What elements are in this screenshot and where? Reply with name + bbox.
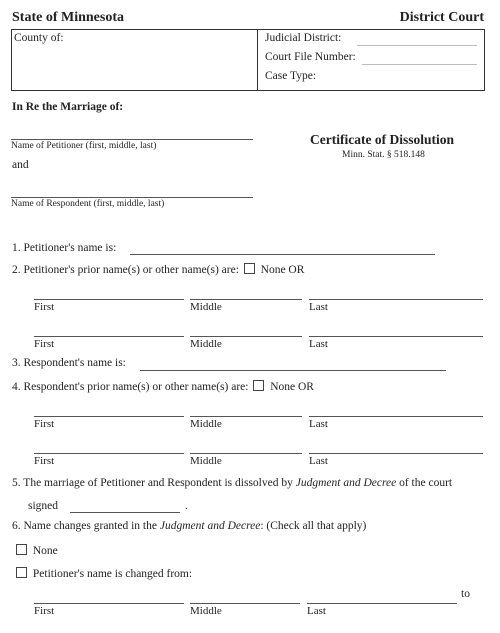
item-2-none-label: None OR [260,264,305,276]
court-title: District Court [399,10,484,25]
first-label: First [34,605,55,617]
respondent-prior-first-1[interactable] [34,416,184,430]
state-title: State of Minnesota [12,10,124,25]
last-label: Last [307,605,326,617]
item-3-label: 3. Respondent's name is: [12,357,126,369]
name-change-first[interactable] [34,603,184,617]
petitioner-prior-last-2[interactable] [309,336,483,350]
petitioner-prior-first-2[interactable] [34,336,184,350]
caption-divider [257,30,258,90]
petitioner-name-input[interactable] [130,254,435,255]
petitioner-prior-middle-2[interactable] [190,336,302,350]
first-label: First [34,338,55,350]
statute-reference: Minn. Stat. § 518.148 [342,150,425,160]
judicial-district-label: Judicial District: [265,32,342,44]
respondent-prior-first-2[interactable] [34,453,184,467]
last-label: Last [309,455,328,467]
first-label: First [34,455,55,467]
petitioner-name-label: Name of Petitioner (first, middle, last) [11,141,157,151]
item-4-none-checkbox[interactable] [253,380,264,391]
respondent-prior-middle-2[interactable] [190,453,302,467]
petitioner-prior-middle-1[interactable] [190,299,302,313]
respondent-name-field[interactable] [11,197,253,198]
signed-period: . [185,500,188,512]
item-2-none-checkbox[interactable] [244,263,255,274]
petitioner-name-field[interactable] [11,139,253,140]
petitioner-prior-last-1[interactable] [309,299,483,313]
judicial-district-field[interactable] [357,45,477,46]
name-change-middle[interactable] [190,603,300,617]
middle-label: Middle [190,301,222,313]
item-2-text: 2. Petitioner's prior name(s) or other name(s) are: [12,264,239,276]
item-4-label [12,380,314,393]
item-6-none-label: None [32,545,58,557]
item-6-none-option [14,544,58,557]
petitioner-prior-first-1[interactable] [34,299,184,313]
middle-label: Middle [190,605,222,617]
item-5-label [12,477,452,489]
and-label: and [12,159,29,171]
first-label: First [34,418,55,430]
middle-label: Middle [190,338,222,350]
signed-date-field[interactable] [70,512,180,513]
item-5-text: 5. The marriage of Petitioner and Respondent is dissolved by [12,477,296,489]
item-5-tail: of the court [396,477,453,489]
item-6-italic: Judgment and Decree [159,520,261,532]
first-label: First [34,301,55,313]
last-label: Last [309,418,328,430]
respondent-prior-last-2[interactable] [309,453,483,467]
item-2-label [12,263,304,276]
signed-label: signed [28,500,59,512]
caption-box [11,29,485,91]
name-change-last[interactable] [307,603,457,617]
item-1-label: 1. Petitioner's name is: [12,242,117,254]
respondent-prior-last-1[interactable] [309,416,483,430]
middle-label: Middle [190,418,222,430]
last-label: Last [309,301,328,313]
item-6-tail: : (Check all that apply) [260,520,367,532]
court-file-number-field[interactable] [362,64,477,65]
county-label: County of: [14,32,64,44]
item-6-none-checkbox[interactable] [16,544,27,555]
item-6-label [12,520,366,532]
respondent-prior-middle-1[interactable] [190,416,302,430]
item-6-petitioner-label: Petitioner's name is changed from: [32,568,193,580]
court-file-number-label: Court File Number: [265,51,356,63]
item-4-text: 4. Respondent's prior name(s) or other name(s) are: [12,381,249,393]
middle-label: Middle [190,455,222,467]
item-5-italic: Judgment and Decree [295,477,397,489]
case-type-label: Case Type: [265,70,317,82]
respondent-name-label: Name of Respondent (first, middle, last) [11,199,165,209]
item-6-petitioner-option [14,567,192,580]
certificate-title: Certificate of Dissolution [310,132,454,147]
last-label: Last [309,338,328,350]
in-re-heading: In Re the Marriage of: [12,101,124,113]
item-4-none-label: None OR [270,381,314,393]
item-6-text: 6. Name changes granted in the [12,520,160,532]
to-label: to [461,588,470,600]
item-6-petitioner-checkbox[interactable] [16,567,27,578]
respondent-name-input[interactable] [140,370,446,371]
